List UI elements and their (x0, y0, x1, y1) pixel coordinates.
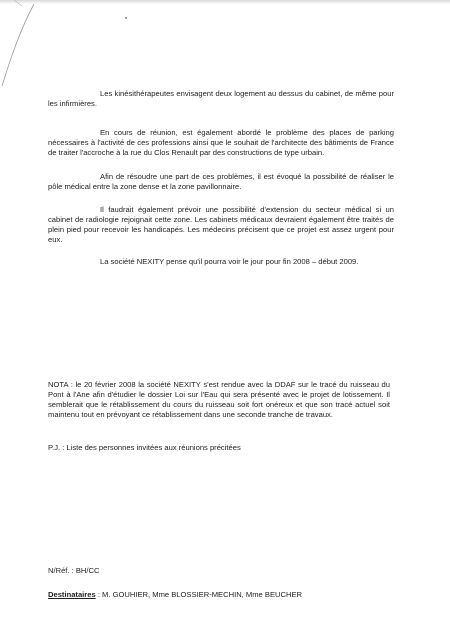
paragraph-parking: En cours de réunion, est également abordé le problème des places de parking nécessaires à l'activité de ces professions ainsi que le souhait de l'architecte des bâtiments de France de traiter l'accroche à la rue du Clos Renault par des constructions de type urbain. (48, 128, 394, 157)
scan-dot (125, 17, 127, 19)
pieces-jointes: P.J. : Liste des personnes invitées aux réunions précitées (48, 443, 241, 452)
recipients-label: Destinataires (48, 590, 96, 599)
paragraph-extension: Il faudrait également prévoir une possibilité d'extension du secteur médical si un cabinet de radiologie rejoignait cette zone. Les cabinets médicaux devraient également être traités de plein pied pour recevoir les handicapés. Les médecins précisent que ce projet est assez urgent pour eux. (48, 205, 394, 244)
recipients-line (48, 590, 394, 600)
scan-top-edge (0, 0, 450, 4)
paragraph-pole-medical: Afin de résoudre une part de ces problèmes, il est évoqué la possibilité de réaliser le pôle médical entre la zone dense et la zone pavillonnaire. (48, 172, 394, 191)
paragraph-nexity: La société NEXITY pense qu'il pourra voir le jour pour fin 2008 – début 2009. (100, 257, 359, 266)
paragraph-kinesitherapeutes: Les kinésithérapeutes envisagent deux logement au dessus du cabinet, de même pour les infirmières. (48, 89, 394, 108)
reference-line: N/Réf. : BH/CC (48, 566, 100, 575)
nota-paragraph: NOTA : le 20 février 2008 la société NEXITY s'est rendue avec la DDAF sur le tracé du ruisseau du Pont à l'Ane afin d'étudier le dossier Loi sur l'Eau qui sera présenté avec le projet de lotissement. Il semblerait que le rétablissement du cours du ruisseau soit fort onéreux et que son tracé actuel soit maintenu tout en prévoyant ce rétablissement dans une seconde tranche de travaux. (48, 380, 390, 419)
corner-fold-mark (0, 0, 40, 90)
recipients-text: : M. GOUHIER, Mme BLOSSIER-MECHIN, Mme BEUCHER (95, 590, 303, 599)
